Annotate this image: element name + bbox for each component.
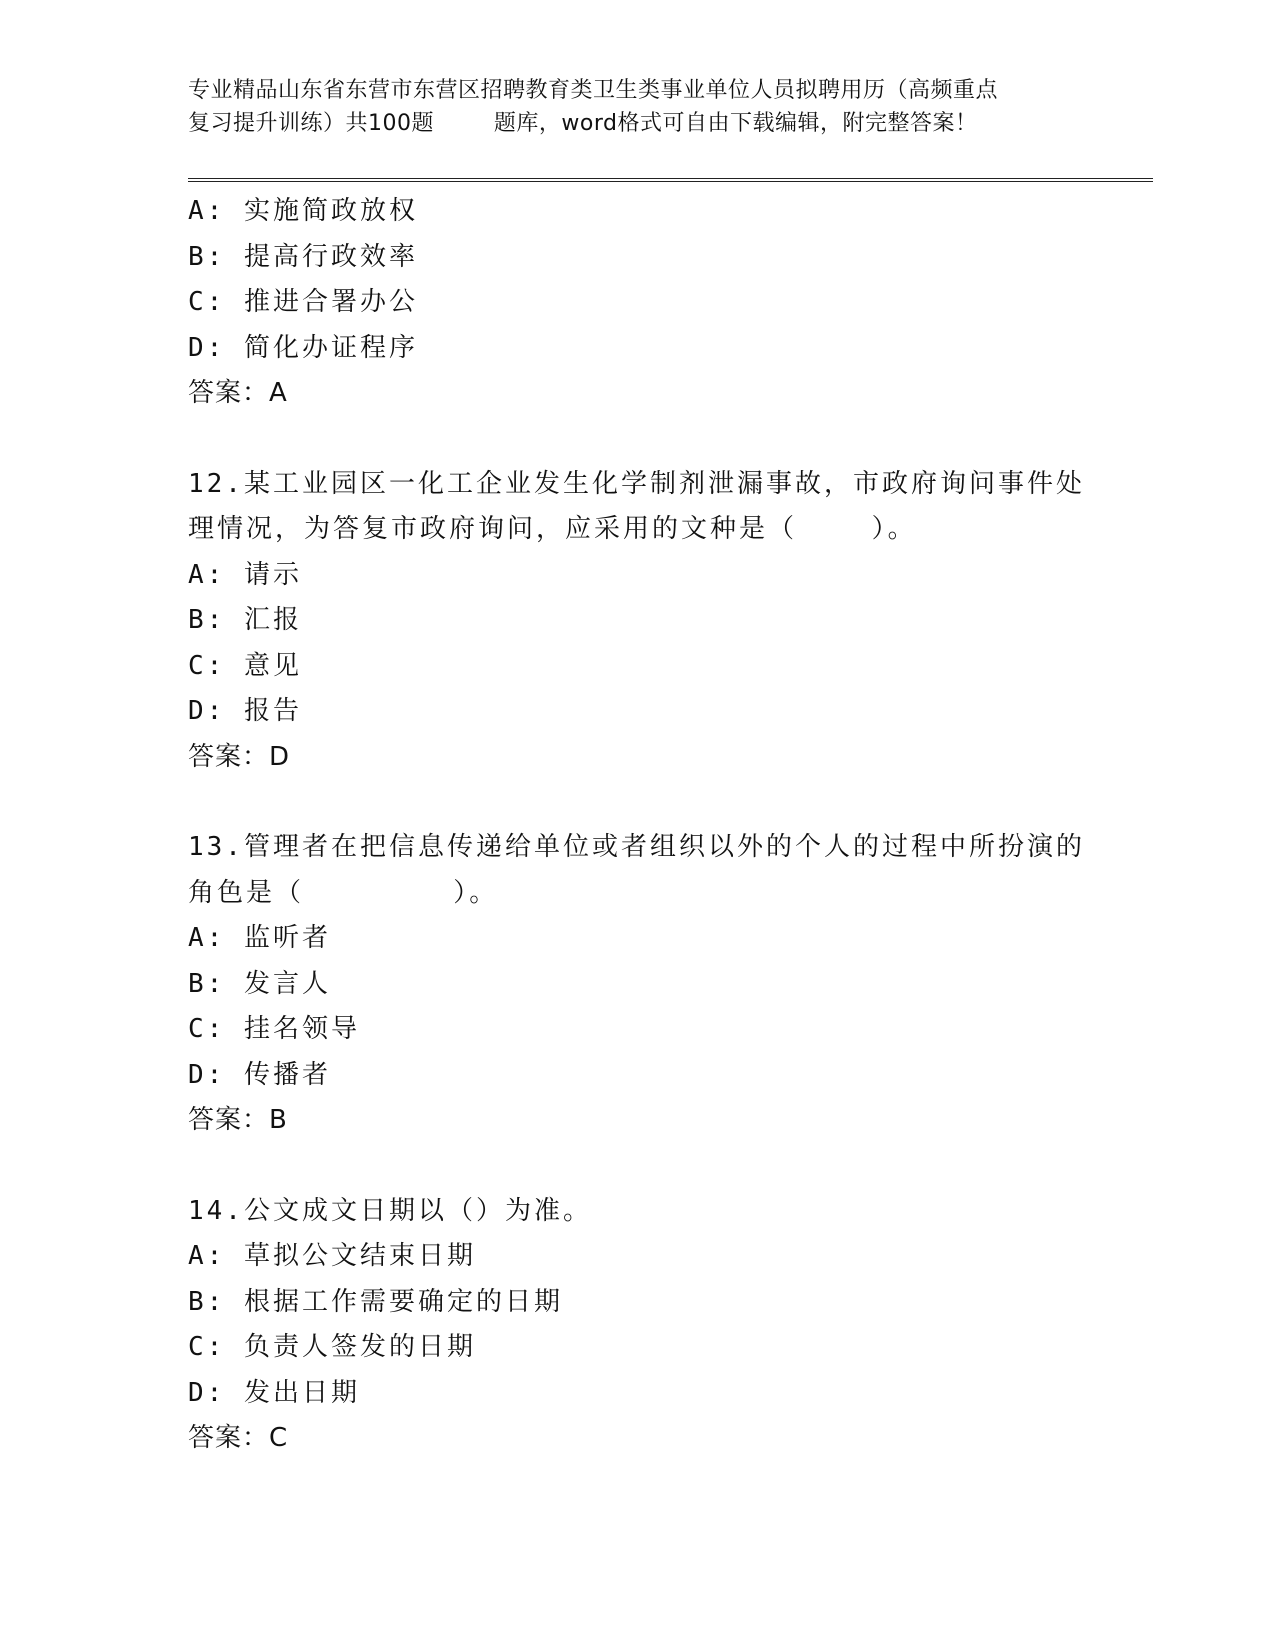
- option-c: C: 推进合署办公: [188, 287, 418, 317]
- question-text-line: 理情况，为答复市政府询问，应采用的文种是（ ）。: [188, 514, 917, 544]
- option-d: D: 简化办证程序: [188, 332, 418, 363]
- question-text-line: 14.公文成文日期以（）为准。: [188, 1195, 592, 1226]
- option-c: C: 挂名领导: [188, 1014, 360, 1044]
- document-body: [188, 189, 1088, 1462]
- option-d: D: 报告: [188, 696, 302, 726]
- answer-line: 答案：A: [188, 378, 288, 408]
- question-block-12: [188, 462, 1088, 781]
- page-header: [188, 74, 1088, 140]
- option-a: A: 实施简政放权: [188, 196, 418, 226]
- option-d: D: 发出日期: [188, 1377, 360, 1408]
- option-b: B: 根据工作需要确定的日期: [188, 1286, 563, 1317]
- question-block-14: [188, 1189, 1088, 1462]
- answer-line: 答案：B: [188, 1105, 288, 1135]
- option-c: C: 负责人签发的日期: [188, 1332, 476, 1362]
- header-line-1: 专业精品山东省东营市东营区招聘教育类卫生类事业单位人员拟聘用历（高频重点: [188, 78, 999, 103]
- option-b: B: 汇报: [188, 605, 302, 635]
- option-a: A: 草拟公文结束日期: [188, 1241, 476, 1271]
- header-line-2: 复习提升训练）共100题 题库，word格式可自由下载编辑，附完整答案！: [188, 111, 978, 136]
- question-text-line: 13.管理者在把信息传递给单位或者组织以外的个人的过程中所扮演的: [188, 832, 1085, 862]
- answer-line: 答案：D: [188, 741, 291, 772]
- question-block-13: [188, 825, 1088, 1144]
- question-text-line: 12.某工业园区一化工企业发生化学制剂泄漏事故，市政府询问事件处: [188, 468, 1085, 499]
- option-d: D: 传播者: [188, 1059, 331, 1090]
- option-b: B: 发言人: [188, 968, 331, 999]
- option-b: B: 提高行政效率: [188, 241, 418, 272]
- question-text-line: 角色是（ ）。: [188, 877, 499, 908]
- answer-line: 答案：C: [188, 1423, 289, 1453]
- option-a: A: 监听者: [188, 923, 331, 953]
- option-c: C: 意见: [188, 650, 302, 681]
- header-divider: [188, 178, 1153, 182]
- option-a: A: 请示: [188, 559, 302, 590]
- question-block-11: [188, 189, 1088, 417]
